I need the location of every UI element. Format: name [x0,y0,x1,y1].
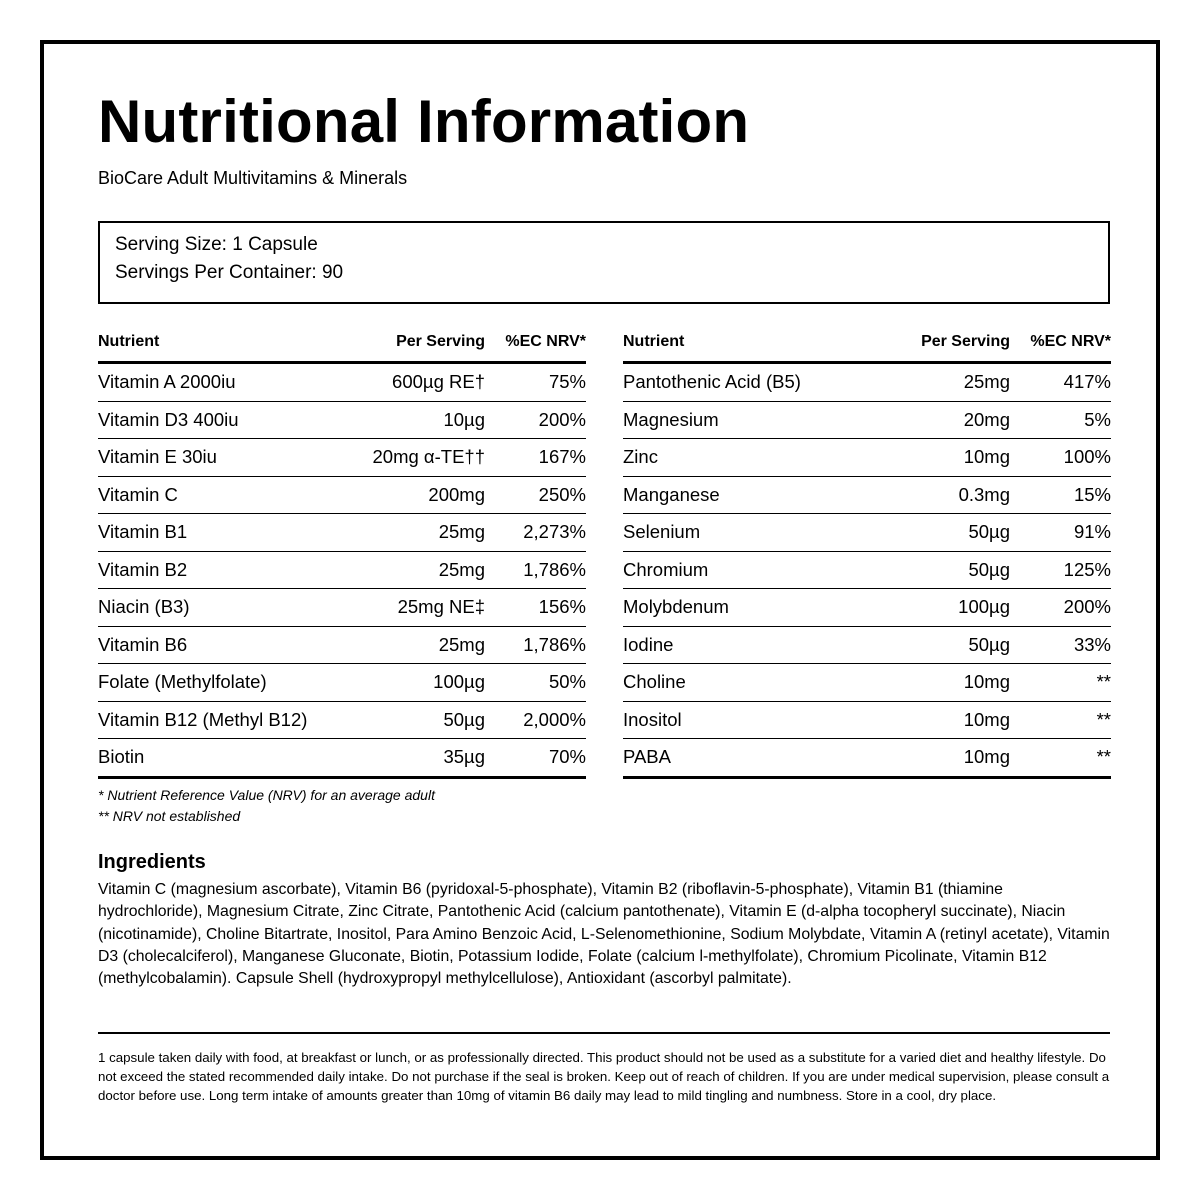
usage-disclaimer: 1 capsule taken daily with food, at breakfast or lunch, or as professionally directed. This product should not be used as a substitute for a varied diet and healthy lifestyle. Do not exceed the stated recommended daily intake. Do not purchase if the seal is broken. Keep out of reach of children. If you are under medical supervision, please consult a doctor before use. Long term intake of amounts greater than 10mg of vitamin B6 daily may lead to mild tingling and numbness. Store in a cool, dry place. [98,1050,1110,1103]
column-header-per-serving: Per Serving [878,323,1010,363]
table-row [98,551,586,589]
nrv-percent: 2,000% [485,701,586,739]
ingredients-text: Vitamin C (magnesium ascorbate), Vitamin B6 (pyridoxal-5-phosphate), Vitamin B2 (riboflavin-5-phosphate), Vitamin B1 (thiamine hydrochloride), Magnesium Citrate, Zinc Citrate, Pantothenic Acid (calcium pantothenate), Vitamin E (d-alpha tocopheryl succinate), Niacin (nicotinamide), Choline Bitartrate, Inositol, Para Amino Benzoic Acid, L-Selenomethionine, Sodium Molybdate, Vitamin A (retinyl acetate), Vitamin D3 (cholecalciferol), Manganese Gluconate, Biotin, Potassium Iodide, Folate (calcium l-methylfolate), Chromium Picolinate, Vitamin B12 (methylcobalamin). Capsule Shell (hydroxypropyl methylcellulose), Antioxidant (ascorbyl palmitate). [98,881,1110,988]
per-serving-value: 35µg [353,739,485,778]
nutrient-name: Vitamin B1 [98,514,353,552]
table-row [98,701,586,739]
nutrient-name: Vitamin B12 (Methyl B12) [98,701,353,739]
table-row [623,476,1111,514]
nrv-percent: 250% [485,476,586,514]
table-row [98,476,586,514]
column-header-nutrient: Nutrient [98,323,353,363]
nutrient-name: Vitamin B2 [98,551,353,589]
table-row [623,626,1111,664]
per-serving-value: 100µg [878,589,1010,627]
table-row [98,514,586,552]
per-serving-value: 25mg [353,551,485,589]
nutrient-name: Magnesium [623,401,878,439]
nutrient-name: Pantothenic Acid (B5) [623,363,878,402]
divider [98,1032,1110,1034]
per-serving-value: 100µg [353,664,485,702]
nrv-percent: ** [1010,739,1111,778]
nutrient-name: Folate (Methylfolate) [98,664,353,702]
nrv-percent: 15% [1010,476,1111,514]
nrv-percent: ** [1010,701,1111,739]
nrv-percent: 50% [485,664,586,702]
nutrient-name: Vitamin A 2000iu [98,363,353,402]
table-row [623,551,1111,589]
table-row [98,439,586,477]
footnotes [98,785,435,827]
table-row [98,626,586,664]
footnote-not-established: ** NRV not established [98,808,241,824]
per-serving-value: 20mg [878,401,1010,439]
nutrient-name: Molybdenum [623,589,878,627]
per-serving-value: 600µg RE† [353,363,485,402]
nutrient-name: Vitamin B6 [98,626,353,664]
table-row [623,701,1111,739]
table-row [98,664,586,702]
table-row [623,739,1111,778]
per-serving-value: 10mg [878,701,1010,739]
nutrient-name: Zinc [623,439,878,477]
nrv-percent: 100% [1010,439,1111,477]
per-serving-value: 25mg NE‡ [353,589,485,627]
nrv-percent: 125% [1010,551,1111,589]
nutrient-name: Chromium [623,551,878,589]
serving-info-box [98,221,1110,304]
nutrient-name: Biotin [98,739,353,778]
table-row [623,363,1111,402]
column-header-per-serving: Per Serving [353,323,485,363]
per-serving-value: 10µg [353,401,485,439]
ingredients-heading: Ingredients [98,851,206,873]
nrv-percent: 33% [1010,626,1111,664]
nutrient-name: Vitamin D3 400iu [98,401,353,439]
table-header-row [98,323,586,363]
per-serving-value: 0.3mg [878,476,1010,514]
per-serving-value: 10mg [878,739,1010,778]
nutrient-name: Vitamin E 30iu [98,439,353,477]
table-row [98,739,586,778]
table-row [623,401,1111,439]
nutrient-name: Selenium [623,514,878,552]
per-serving-value: 200mg [353,476,485,514]
nrv-percent: 167% [485,439,586,477]
column-header-nrv: %EC NRV* [1010,323,1111,363]
column-header-nutrient: Nutrient [623,323,878,363]
nrv-percent: 2,273% [485,514,586,552]
table-row [98,363,586,402]
nutrient-name: Vitamin C [98,476,353,514]
page-title: Nutritional Information [98,88,750,155]
nrv-percent: 5% [1010,401,1111,439]
per-serving-value: 25mg [353,626,485,664]
nrv-percent: 417% [1010,363,1111,402]
nutrient-name: Manganese [623,476,878,514]
nutrient-name: PABA [623,739,878,778]
product-name: BioCare Adult Multivitamins & Minerals [98,168,408,188]
nrv-percent: 70% [485,739,586,778]
table-row [623,514,1111,552]
nrv-percent: 200% [485,401,586,439]
table-header-row [623,323,1111,363]
table-row [623,589,1111,627]
nrv-percent: 1,786% [485,626,586,664]
table-row [98,401,586,439]
table-row [623,664,1111,702]
nrv-percent: 1,786% [485,551,586,589]
column-header-nrv: %EC NRV* [485,323,586,363]
nrv-percent: 156% [485,589,586,627]
nrv-percent: 200% [1010,589,1111,627]
nrv-percent: ** [1010,664,1111,702]
per-serving-value: 50µg [878,514,1010,552]
nutrient-name: Niacin (B3) [98,589,353,627]
serving-size: Serving Size: 1 Capsule [115,234,318,255]
nrv-percent: 75% [485,363,586,402]
per-serving-value: 10mg [878,439,1010,477]
table-row [623,439,1111,477]
table-row [98,589,586,627]
per-serving-value: 50µg [353,701,485,739]
per-serving-value: 20mg α-TE†† [353,439,485,477]
nutrient-name: Iodine [623,626,878,664]
nutrient-table-right [623,323,1111,779]
servings-per-container: Servings Per Container: 90 [115,262,344,283]
nrv-percent: 91% [1010,514,1111,552]
nutrient-name: Choline [623,664,878,702]
per-serving-value: 50µg [878,551,1010,589]
nutrient-table-left [98,323,586,779]
nutrient-name: Inositol [623,701,878,739]
footnote-nrv: * Nutrient Reference Value (NRV) for an average adult [98,787,435,803]
per-serving-value: 10mg [878,664,1010,702]
per-serving-value: 25mg [353,514,485,552]
per-serving-value: 50µg [878,626,1010,664]
nutrition-label-frame [40,40,1160,1160]
per-serving-value: 25mg [878,363,1010,402]
